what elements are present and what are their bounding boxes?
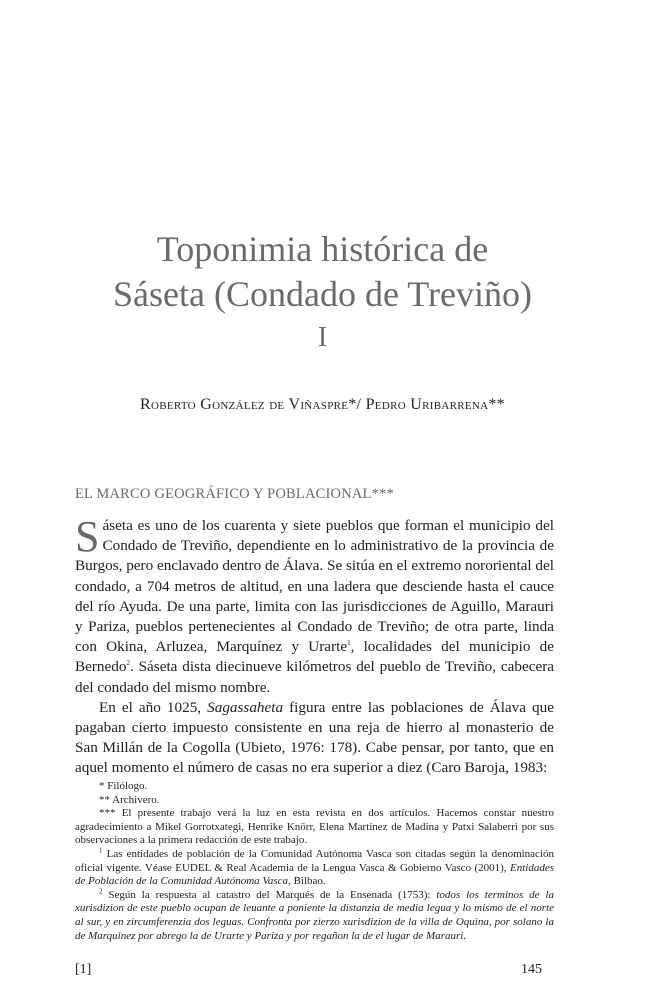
footnote-4-italic: Entidades de Población de la Comunidad Autónoma Vasca — [75, 861, 554, 888]
body-text — [75, 512, 554, 779]
footnote-2: ** Archivero. — [99, 793, 160, 806]
footnote-5-italic: todos los terminos de la xurisdizion de este pueblo ocupan de leuante a poniente la distanzia de media legua y lo mismo de el norte al sur, y en zircumferenzia dos leguas. Confronta por zierzo xurisdizion de la villa de Oquina, por solano la de Marquinez por abrego la de Urarte y Pariza y por regañon la de el lugar de Marauri. — [75, 888, 554, 942]
footnote-ref-1: 1 — [347, 639, 351, 648]
paragraph-2-text: figura entre las poblaciones de Álava que pagaban cierto impuesto consistente en una reja de hierro al monasterio de San Millán de la Cogolla (Ubieto, 1976: 178). Cabe pensar, por tanto, que en aquel momento el número de casas no era superior a diez (Caro Baroja, 1983: — [75, 698, 554, 777]
drop-cap: S — [75, 512, 100, 561]
paragraph-2 — [75, 698, 554, 779]
section-heading: EL MARCO GEOGRÁFICO Y POBLACIONAL*** — [75, 486, 394, 502]
footnotes — [75, 780, 554, 943]
title-line-2: Sáseta (Condado de Treviño) — [113, 274, 532, 314]
footnote-3: *** El presente trabajo verá la luz en esta revista en dos artículos. Hacemos constar nuestro agradecimiento a Mikel Gorrotxategi, Henrike Knörr, Elena Martínez de Madina y Patxi Salaberri por sus observaciones a la primera redacción de este trabajo. — [75, 807, 554, 847]
title-line-1: Toponimia histórica de — [156, 229, 489, 269]
footnote-4 — [75, 848, 554, 889]
footer-section-marker: [1] — [75, 962, 92, 977]
paragraph-1-text: áseta es uno de los cuarenta y siete pueblos que forman el municipio del Condado de Treviño, dependiente en lo administrativo de la provincia de Burgos, pero enclavado dentro de Álava. Se sitúa en el extremo nororiental del condado, a 704 metros de altitud, en una ladera que desciende hasta el cauce del río Ayuda. De una parte, limita con las jurisdicciones de Aguillo, Marauri y Pariza, pueblos pertenecientes al Condado de Treviño; de otra parte, linda con Okina, Arluzea, Marquínez y Urarte — [75, 517, 554, 656]
footnote-5-text: Según la respuesta al catastro del Marqués de la Ensenada (1753): — [102, 888, 437, 901]
paragraph-1 — [75, 512, 554, 698]
paragraph-2-text: En el año 1025, — [99, 698, 208, 716]
paragraph-2-italic: Sagassaheta — [207, 698, 284, 716]
title-part-number: I — [317, 322, 328, 353]
footnote-5 — [75, 889, 554, 943]
footnote-1: * Filólogo. — [99, 780, 148, 792]
footnote-ref-2: 2 — [126, 659, 130, 668]
footnote-4-text: Las entidades de población de la Comunidad Autónoma Vasca son citadas según la denominación oficial vigente. Véase EUDEL & Real Academia de la Lengua Vasca & Gobierno Vasco (2001), — [75, 847, 554, 874]
footnote-5-mark: 2 — [99, 887, 103, 896]
paragraph-1-text: , localidades del municipio de Bernedo — [75, 638, 554, 676]
authors-line: Roberto González de Viñaspre*/ Pedro Uribarrena** — [140, 396, 505, 413]
footnote-4-mark: 1 — [99, 846, 103, 855]
footnote-4-text: , Bilbao. — [288, 875, 326, 888]
paragraph-1-text: . Sáseta dista diecinueve kilómetros del pueblo de Treviño, cabecera del condado del mismo nombre. — [75, 658, 554, 696]
page-number: 145 — [521, 962, 542, 977]
